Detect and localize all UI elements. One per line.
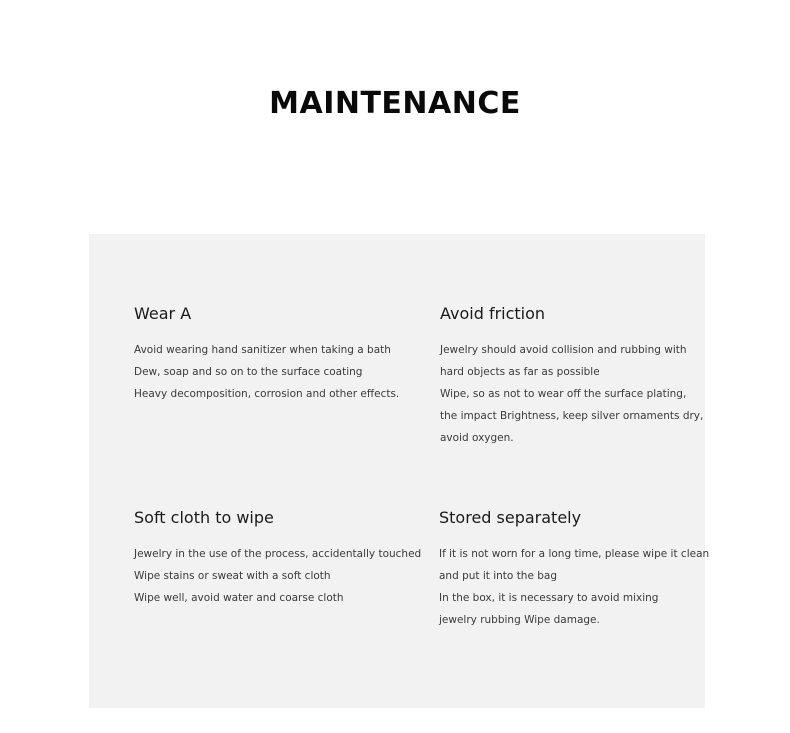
card-stored-separately (439, 507, 710, 626)
card-heading: Wear A (134, 304, 192, 323)
card-text-line: hard objects as far as possible (440, 366, 600, 378)
page-title: MAINTENANCE (269, 86, 521, 121)
card-text-line: the impact Brightness, keep silver ornaments dry, (440, 410, 704, 422)
card-text-line: Jewelry should avoid collision and rubbing with (440, 344, 687, 356)
card-text-line: Dew, soap and so on to the surface coating (134, 366, 363, 378)
card-wear (134, 303, 400, 400)
card-text-line: Jewelry in the use of the process, accidentally touched (134, 548, 422, 560)
card-heading: Stored separately (439, 508, 582, 527)
card-text-line: If it is not worn for a long time, please wipe it clean (439, 548, 710, 560)
card-text-line: Avoid wearing hand sanitizer when taking a bath (134, 344, 391, 356)
card-text-line: and put it into the bag (439, 570, 558, 582)
card-text (134, 543, 422, 609)
card-avoid-friction (440, 303, 704, 444)
card-heading: Soft cloth to wipe (134, 508, 274, 527)
card-text-line: avoid oxygen. (440, 432, 514, 444)
card-text-line: jewelry rubbing Wipe damage. (439, 614, 600, 626)
card-text-line: Wipe, so as not to wear off the surface plating, (440, 388, 687, 400)
card-heading: Avoid friction (440, 304, 546, 323)
card-text-line: In the box, it is necessary to avoid mixing (439, 592, 659, 604)
card-text-line: Wipe well, avoid water and coarse cloth (134, 592, 344, 604)
card-text (440, 339, 704, 449)
maintenance-panel (89, 234, 710, 708)
card-text (134, 339, 400, 405)
card-text-line: Wipe stains or sweat with a soft cloth (134, 570, 331, 582)
card-soft-cloth (134, 507, 422, 604)
card-text-line: Heavy decomposition, corrosion and other effects. (134, 388, 400, 400)
card-text (439, 543, 710, 631)
